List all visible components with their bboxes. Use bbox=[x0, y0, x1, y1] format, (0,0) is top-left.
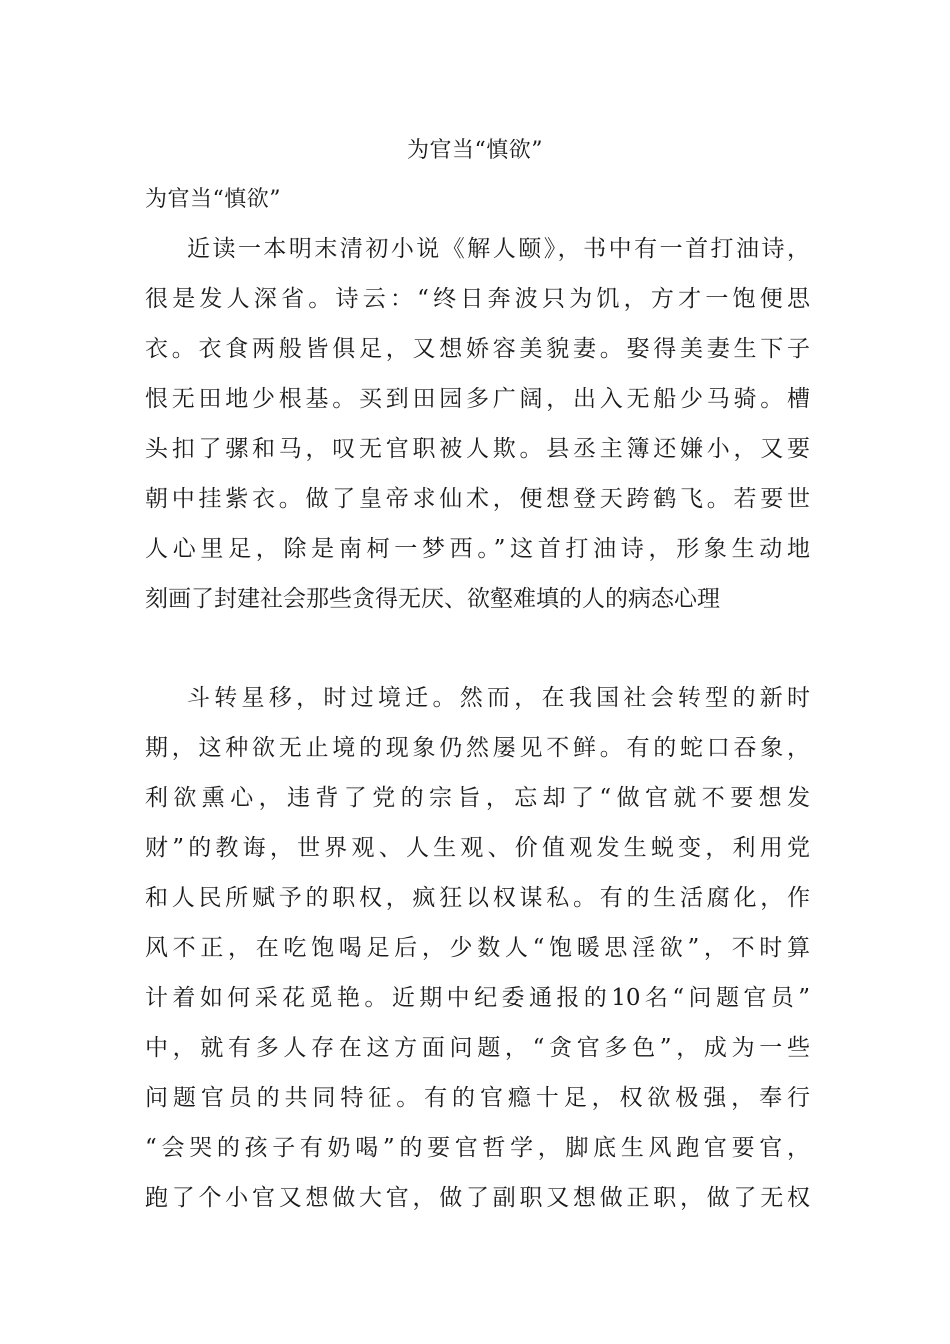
paragraph-line: 恨无田地少根基。买到田园多广阔，出入无船少马骑。槽 bbox=[145, 386, 810, 412]
paragraph-1 bbox=[145, 224, 810, 624]
paragraph-line: 财”的教诲，世界观、人生观、价值观发生蜕变，利用党 bbox=[145, 835, 810, 861]
paragraph-line: 人心里足，除是南柯一梦西。”这首打油诗，形象生动地 bbox=[145, 536, 810, 562]
paragraph-line: 很是发人深省。诗云：“终日奔波只为饥，方才一饱便思 bbox=[145, 286, 810, 312]
paragraph-line: “会哭的孩子有奶喝”的要官哲学，脚底生风跑官要官， bbox=[145, 1135, 810, 1161]
paragraph-line: 斗转星移，时过境迁。然而，在我国社会转型的新时 bbox=[187, 685, 810, 711]
paragraph-line: 朝中挂紫衣。做了皇帝求仙术，便想登天跨鹤飞。若要世 bbox=[145, 486, 810, 512]
document-title: 为官当“慎欲” bbox=[407, 138, 543, 163]
paragraph-line: 衣。衣食两般皆俱足，又想娇容美貌妻。娶得美妻生下子 bbox=[145, 336, 810, 362]
paragraph-line: 风不正，在吃饱喝足后，少数人“饱暖思淫欲”，不时算 bbox=[145, 935, 810, 961]
paragraph-line: 问题官员的共同特征。有的官瘾十足，权欲极强，奉行 bbox=[145, 1085, 810, 1111]
paragraph-line: 头扣了骡和马，叹无官职被人欺。县丞主簿还嫌小，又要 bbox=[145, 436, 810, 462]
paragraph-line: 计着如何采花觅艳。近期中纪委通报的10名“问题官员” bbox=[145, 985, 810, 1011]
paragraph-line: 中，就有多人存在这方面问题，“贪官多色”，成为一些 bbox=[145, 1035, 810, 1061]
paragraph-line: 跑了个小官又想做大官，做了副职又想做正职，做了无权 bbox=[145, 1185, 810, 1211]
paragraph-line: 利欲熏心，违背了党的宗旨，忘却了“做官就不要想发 bbox=[145, 785, 810, 811]
paragraph-2 bbox=[145, 673, 810, 1223]
paragraph-line: 刻画了封建社会那些贪得无厌、欲壑难填的人的病态心理 bbox=[145, 586, 720, 612]
paragraph-line: 和人民所赋予的职权，疯狂以权谋私。有的生活腐化，作 bbox=[145, 885, 810, 911]
document-subtitle: 为官当“慎欲” bbox=[145, 187, 281, 212]
paragraph-line: 近读一本明末清初小说《解人颐》，书中有一首打油诗， bbox=[187, 236, 810, 262]
paragraph-line: 期，这种欲无止境的现象仍然屡见不鲜。有的蛇口吞象， bbox=[145, 735, 810, 761]
